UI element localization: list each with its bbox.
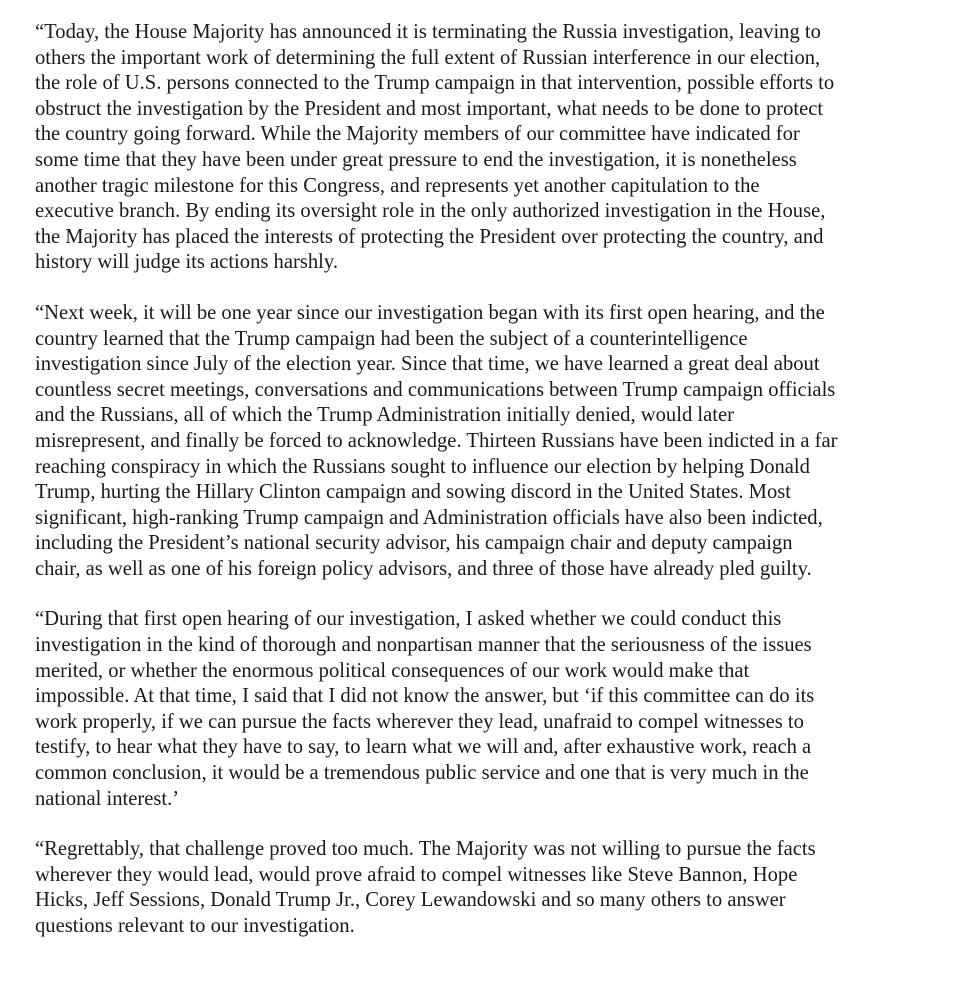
- text-line: another tragic milestone for this Congress, and represents yet another capitulation to the: [35, 174, 760, 197]
- text-line: “Regrettably, that challenge proved too much. The Majority was not willing to pursue the facts: [35, 838, 816, 861]
- text-line: work properly, if we can pursue the facts wherever they lead, unafraid to compel witnesses to: [35, 710, 804, 733]
- text-line: investigation since July of the election year. Since that time, we have learned a great deal about: [35, 353, 820, 376]
- text-line: common conclusion, it would be a tremendous public service and one that is very much in the: [35, 762, 809, 785]
- text-line: others the important work of determining the full extent of Russian interference in our election,: [35, 46, 821, 69]
- text-line: “During that first open hearing of our investigation, I asked whether we could conduct this: [35, 608, 782, 631]
- text-line: significant, high-ranking Trump campaign and Administration officials have also been indicted,: [35, 506, 823, 529]
- text-line: impossible. At that time, I said that I did not know the answer, but ‘if this committee can do its: [35, 685, 815, 708]
- text-line: “Today, the House Majority has announced it is terminating the Russia investigation, leaving to: [35, 21, 821, 43]
- text-line: Trump, hurting the Hillary Clinton campaign and sowing discord in the United States. Most: [35, 481, 791, 504]
- text-line: and the Russians, all of which the Trump Administration initially denied, would later: [35, 404, 734, 427]
- text-line: history will judge its actions harshly.: [35, 251, 338, 274]
- text-line: chair, as well as one of his foreign policy advisors, and three of those have already pled guilty.: [35, 557, 812, 580]
- paragraph-first-hearing: [35, 607, 962, 812]
- paragraph-regrettably: [35, 837, 962, 939]
- text-line: executive branch. By ending its oversight role in the only authorized investigation in the House,: [35, 200, 826, 223]
- text-line: countless secret meetings, conversations and communications between Trump campaign officials: [35, 378, 836, 401]
- text-line: some time that they have been under great pressure to end the investigation, it is nonetheless: [35, 148, 797, 171]
- text-line: national interest.’: [35, 787, 180, 810]
- paragraph-anniversary: [35, 301, 962, 583]
- text-line: Hicks, Jeff Sessions, Donald Trump Jr., Corey Lewandowski and so many others to answer: [35, 889, 786, 912]
- text-line: obstruct the investigation by the President and most important, what needs to be done to protect: [35, 97, 824, 120]
- text-line: questions relevant to our investigation.: [35, 915, 355, 937]
- text-line: misrepresent, and finally be forced to acknowledge. Thirteen Russians have been indicted in a far: [35, 429, 838, 452]
- text-line: reaching conspiracy in which the Russians sought to influence our election by helping Donald: [35, 455, 810, 478]
- text-line: “Next week, it will be one year since our investigation began with its first open hearing, and the: [35, 301, 825, 324]
- text-line: merited, or whether the enormous political consequences of our work would make that: [35, 659, 750, 682]
- text-line: the Majority has placed the interests of protecting the President over protecting the country, and: [35, 225, 824, 248]
- text-line: investigation in the kind of thorough and nonpartisan manner that the seriousness of the issues: [35, 634, 812, 657]
- text-line: country learned that the Trump campaign had been the subject of a counterintelligence: [35, 327, 748, 350]
- text-line: the country going forward. While the Majority members of our committee have indicated for: [35, 123, 800, 146]
- text-line: the role of U.S. persons connected to the Trump campaign in that intervention, possible efforts to: [35, 72, 835, 95]
- text-line: testify, to hear what they have to say, to learn what we will and, after exhaustive work, reach a: [35, 736, 812, 759]
- paragraph-termination: [35, 20, 962, 276]
- text-line: including the President’s national security advisor, his campaign chair and deputy campaign: [35, 532, 793, 555]
- text-line: wherever they would lead, would prove afraid to compel witnesses like Steve Bannon, Hope: [35, 863, 798, 886]
